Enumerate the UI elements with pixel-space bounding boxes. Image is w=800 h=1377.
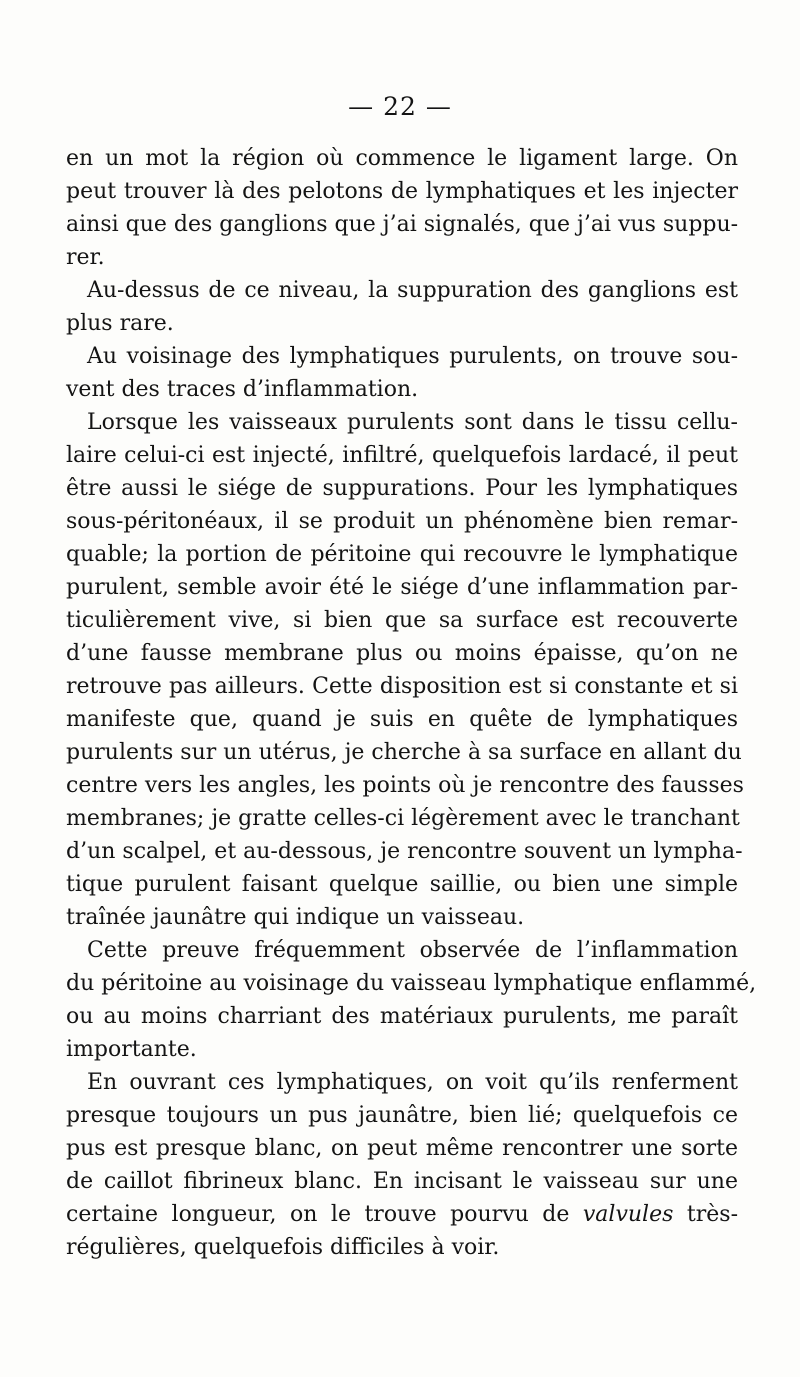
text-line: [66, 1066, 738, 1099]
text-line: [66, 637, 738, 670]
text-line: [66, 175, 738, 208]
text-line-content: purulents sur un utérus, je cherche à sa surface en allant du: [66, 740, 742, 765]
text-line: [66, 1198, 738, 1231]
text-line: [66, 274, 738, 307]
text-line-content: En ouvrant ces lymphatiques, on voit qu’ils renferment: [87, 1070, 738, 1095]
text-line: [66, 1132, 738, 1165]
text-line-content: traînée jaunâtre qui indique un vaisseau.: [66, 905, 525, 930]
text-line: [66, 340, 738, 373]
text-line-content: d’une fausse membrane plus ou moins épaisse, qu’on ne: [66, 641, 738, 666]
text-line-content: purulent, semble avoir été le siége d’une inflammation par-: [66, 575, 738, 600]
text-line: [66, 1165, 738, 1198]
text-line: [66, 505, 738, 538]
text-line-tail: très-: [673, 1202, 738, 1227]
text-line-content: ou au moins charriant des matériaux purulents, me paraît: [66, 1004, 738, 1029]
text-line: [66, 439, 738, 472]
text-line: [66, 868, 738, 901]
text-line-content: régulières, quelquefois difficiles à voir.: [66, 1235, 500, 1260]
text-line: [66, 241, 738, 274]
text-line: [66, 142, 738, 175]
text-line-content: peut trouver là des pelotons de lymphatiques et les injecter: [66, 179, 738, 204]
text-line: [66, 538, 738, 571]
text-line: [66, 472, 738, 505]
text-line: [66, 208, 738, 241]
text-line-content: de caillot fibrineux blanc. En incisant le vaisseau sur une: [66, 1169, 738, 1194]
text-line: [66, 604, 738, 637]
text-line-content: vent des traces d’inflammation.: [66, 377, 419, 402]
text-line: [66, 373, 738, 406]
text-line-content: membranes; je gratte celles-ci légèrement avec le tranchant: [66, 806, 740, 831]
text-line: [66, 406, 738, 439]
text-line-content: importante.: [66, 1037, 197, 1062]
text-line: [66, 670, 738, 703]
text-line-content: sous-péritonéaux, il se produit un phénomène bien remar-: [66, 509, 738, 534]
text-line: [66, 703, 738, 736]
text-line: [66, 307, 738, 340]
text-line-content: certaine longueur, on le trouve pourvu de: [66, 1202, 583, 1227]
text-line-content: d’un scalpel, et au-dessous, je rencontre souvent un lympha-: [66, 839, 743, 864]
text-line-content: en un mot la région où commence le ligament large. On: [66, 146, 738, 171]
page-number: — 22 —: [348, 92, 452, 121]
text-line: [66, 934, 738, 967]
text-line: [66, 571, 738, 604]
text-line-content: ainsi que des ganglions que j’ai signalés, que j’ai vus suppu-: [66, 212, 739, 237]
text-line-content: du péritoine au voisinage du vaisseau lymphatique enflammé,: [66, 971, 757, 996]
text-line: [66, 967, 757, 1000]
text-line-content: Au-dessus de ce niveau, la suppuration des ganglions est: [87, 278, 738, 303]
text-line-content: pus est presque blanc, on peut même rencontrer une sorte: [66, 1136, 738, 1161]
text-line: [66, 1033, 738, 1066]
text-line: [66, 769, 744, 802]
text-line: [66, 901, 738, 934]
text-line-content: centre vers les angles, les points où je rencontre des fausses: [66, 773, 744, 798]
text-line-content: Au voisinage des lymphatiques purulents, on trouve sou-: [87, 344, 738, 369]
text-line-content: retrouve pas ailleurs. Cette disposition est si constante et si: [66, 674, 738, 699]
text-line: [66, 835, 743, 868]
text-line-content: Cette preuve fréquemment observée de l’inflammation: [87, 938, 738, 963]
text-line: [66, 1099, 738, 1132]
text-line-content: presque toujours un pus jaunâtre, bien lié; quelquefois ce: [66, 1103, 738, 1128]
text-line-content: laire celui-ci est injecté, infiltré, quelquefois lardacé, il peut: [66, 443, 738, 468]
text-line: [66, 1231, 738, 1264]
text-line-content: ticulièrement vive, si bien que sa surface est recouverte: [66, 608, 738, 633]
text-line: [66, 736, 742, 769]
text-line-content: rer.: [66, 245, 105, 270]
text-line-content: manifeste que, quand je suis en quête de lymphatiques: [66, 707, 738, 732]
text-line-content: plus rare.: [66, 311, 174, 336]
text-line-content: être aussi le siége de suppurations. Pour les lymphatiques: [66, 476, 738, 501]
body-text: [66, 142, 757, 1264]
text-line-content: tique purulent faisant quelque saillie, ou bien une simple: [66, 872, 738, 897]
text-line-content: quable; la portion de péritoine qui recouvre le lymphatique: [66, 542, 738, 567]
text-line: [66, 1000, 738, 1033]
italic-term: valvules: [582, 1202, 674, 1227]
text-line: [66, 802, 738, 835]
text-line-content: Lorsque les vaisseaux purulents sont dans le tissu cellu-: [87, 410, 738, 435]
